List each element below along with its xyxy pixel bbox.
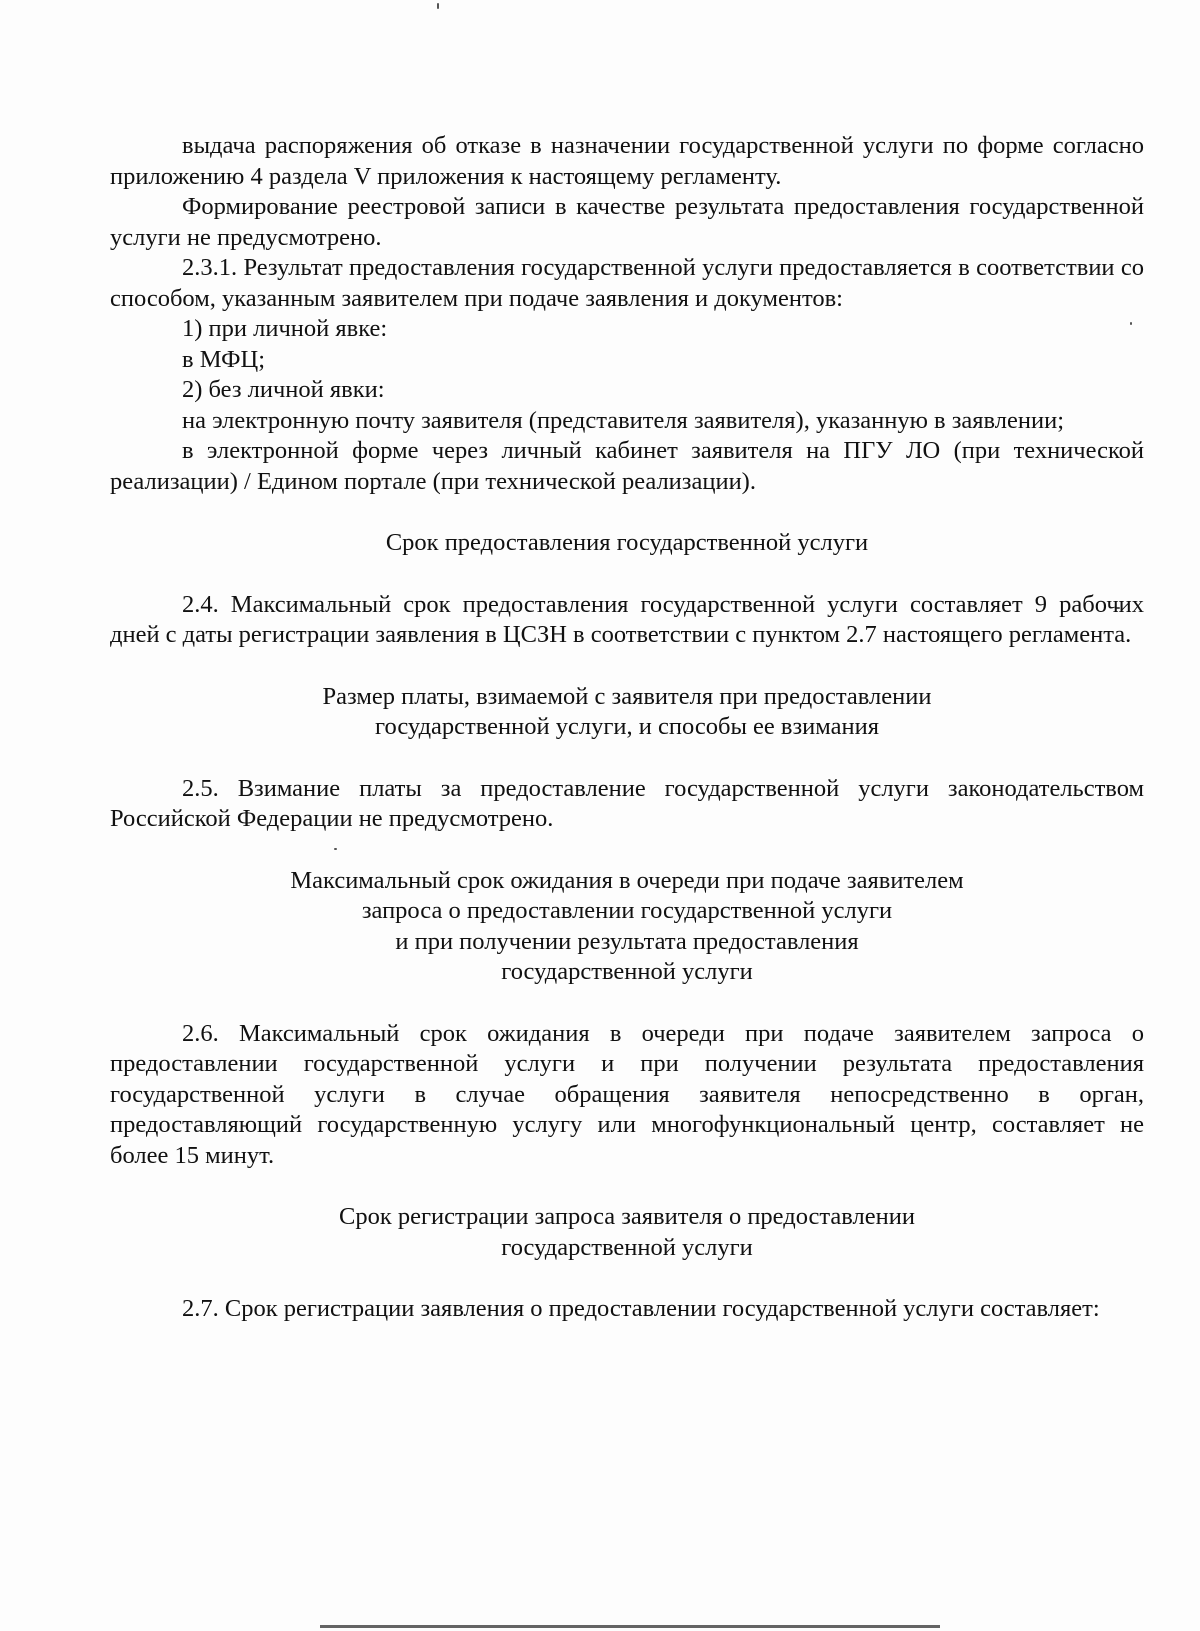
paragraph-2-7: 2.7. Срок регистрации заявления о предоставлении государственной услуги составляет: [182,1295,1100,1322]
document-body [110,131,1144,1325]
scan-edge-line [320,1625,940,1628]
scan-speck [437,3,439,9]
paragraph-2-6: 2.6. Максимальный срок ожидания в очереди при подаче заявителем запроса о предоставлении государственной услуги и при получении результата предоставления государственной услуги в случае обращения заявителя непосредственно в орган, предоставляющий государственную услугу или многофункциональный центр, составляет не более 15 минут. [110,1019,1144,1169]
paragraph: на электронную почту заявителя (представителя заявителя), указанную в заявлении; [182,406,1065,434]
section-heading-fee [110,682,1144,743]
section-heading-registration [110,1202,1144,1263]
heading-line: Максимальный срок ожидания в очереди при подаче заявителем [290,866,964,894]
paragraph: в электронной форме через личный кабинет заявителя на ПГУ ЛО (при технической реализации) / Едином портале (при технической реализации). [110,437,1144,495]
paragraph: выдача распоряжения об отказе в назначении государственной услуги по форме согласно приложению 4 раздела V приложения к настоящему регламенту. [110,132,1144,190]
list-item: 2) без личной явки: [182,376,385,403]
section-heading-queue [110,866,1144,988]
list-item: в МФЦ; [182,345,266,373]
heading-line: Размер платы, взимаемой с заявителя при предоставлении [322,682,932,710]
list-item: 1) при личной явке: [182,315,388,342]
heading-line: и при получении результата предоставления [395,927,859,955]
section-heading-term: Срок предоставления государственной услуги [385,529,869,556]
paragraph: 2.3.1. Результат предоставления государственной услуги предоставляется в соответствии со способом, указанным заявителем при подаче заявления и документов: [110,254,1144,312]
heading-line: государственной услуги, и способы ее взимания [375,713,879,740]
heading-line: Срок регистрации запроса заявителя о предоставлении [339,1203,915,1230]
heading-line: запроса о предоставлении государственной услуги [361,897,893,924]
heading-line: государственной услуги [501,1233,753,1261]
heading-line: государственной услуги [501,958,753,985]
paragraph-2-5: 2.5. Взимание платы за предоставление государственной услуги законодательством Российской Федерации не предусмотрено. [110,774,1144,832]
paragraph-2-4: 2.4. Максимальный срок предоставления государственной услуги составляет 9 рабочих дней с даты регистрации заявления в ЦСЗН в соответствии с пунктом 2.7 настоящего регламента. [110,590,1144,648]
paragraph: Формирование реестровой записи в качестве результата предоставления государственной услуги не предусмотрено. [110,193,1144,251]
